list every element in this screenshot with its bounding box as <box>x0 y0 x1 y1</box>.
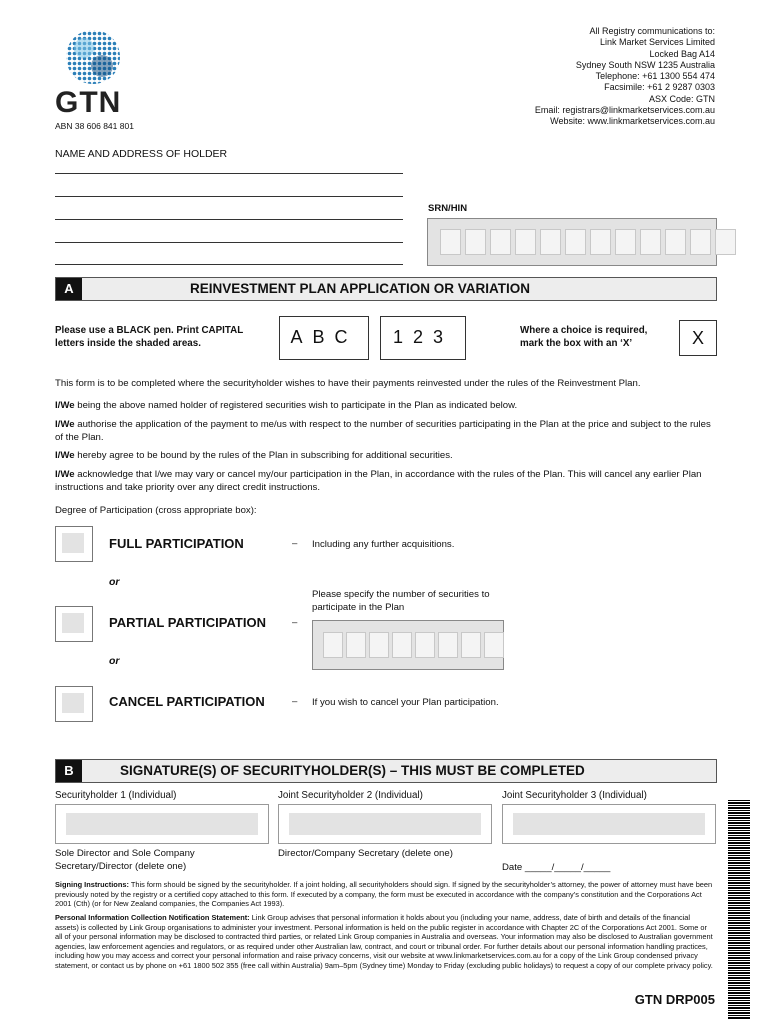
example-numbers-box: 123 <box>380 316 466 360</box>
pen-instruction: Please use a BLACK pen. Print CAPITAL letters inside the shaded areas. <box>55 325 243 349</box>
full-participation-dash: – <box>292 538 298 549</box>
registry-line: All Registry communications to: <box>589 26 715 36</box>
section-a-header <box>55 277 717 301</box>
date-field[interactable]: Date _____/_____/_____ <box>502 862 611 873</box>
partial-securities-input[interactable] <box>312 620 504 670</box>
holder-3-label: Joint Securityholder 3 (Individual) <box>502 790 647 801</box>
choice-instruction: Where a choice is required, mark the box with an ‘X’ <box>520 325 648 349</box>
section-b-title: SIGNATURE(S) OF SECURITYHOLDER(S) – THIS MUST BE COMPLETED <box>120 763 585 778</box>
form-code: GTN DRP005 <box>634 992 715 1007</box>
full-participation-label: FULL PARTICIPATION <box>109 536 244 551</box>
holder-address-label: NAME AND ADDRESS OF HOLDER <box>55 148 228 160</box>
holder-1-signature-box[interactable] <box>55 804 269 844</box>
address-line-4[interactable] <box>55 242 403 243</box>
registry-website[interactable]: Website: www.linkmarketservices.com.au <box>550 116 715 127</box>
signing-instructions-title: Signing Instructions: <box>55 880 129 889</box>
partial-participation-checkbox[interactable] <box>55 606 93 642</box>
statement-text: authorise the application of the payment to me/us with respect to the number of securities participating in the Plan at the price and subject to the rules of the Plan. <box>55 419 711 443</box>
logo-wordmark: GTN <box>55 86 122 119</box>
statement-lead: I/We <box>55 419 75 430</box>
registry-line: Locked Bag A14 <box>649 48 715 59</box>
section-b-letter: B <box>56 760 82 782</box>
privacy-statement-title: Personal Information Collection Notification Statement: <box>55 913 250 922</box>
signing-instructions <box>55 880 715 909</box>
statement-lead: I/We <box>55 469 75 480</box>
privacy-statement <box>55 913 715 971</box>
holder-1-role: Sole Director and Sole Company Secretary/Director (delete one) <box>55 848 195 872</box>
example-mark-box: X <box>679 320 717 356</box>
partial-participation-desc: Please specify the number of securities to participate in the Plan <box>312 589 490 613</box>
registry-line: Link Market Services Limited <box>599 37 715 48</box>
abn-number: ABN 38 606 841 801 <box>55 121 134 131</box>
statement-text: being the above named holder of registered securities wish to participate in the Plan as indicated below. <box>74 400 518 411</box>
statement-text: hereby agree to be bound by the rules of the Plan in subscribing for additional securities. <box>74 450 453 461</box>
address-line-5[interactable] <box>55 264 403 265</box>
statement-text: acknowledge that I/we may vary or cancel my/our participation in the Plan, in accordance with the rules of the Plan. This will cancel any earlier Plan instructions and take priority over any direct credit instructions. <box>55 469 702 493</box>
statement-3 <box>55 450 720 463</box>
company-logo <box>62 26 124 88</box>
holder-1-label: Securityholder 1 (Individual) <box>55 790 177 801</box>
srn-hin-input[interactable] <box>427 218 717 266</box>
registry-contact <box>455 26 715 128</box>
srn-hin-label: SRN/HIN <box>428 203 468 214</box>
full-participation-checkbox[interactable] <box>55 526 93 562</box>
address-line-3[interactable] <box>55 219 403 220</box>
holder-3-signature-box[interactable] <box>502 804 716 844</box>
privacy-statement-text: Link Group advises that personal information it holds about you (including your name, address, date of birth and details of the financial assets) is collected by Link Group organisations to administer your investment. Personal information is held on the public register in accordance with Chapter 2C of the Corporations Act 2001. Some or all of your personal information may be disclosed to contracted third parties, or related Link Group companies in Australia and overseas. Your information may also be disclosed to Australian government agencies, law enforcement agencies and regulators, or as required under other Australian law, contract, and court or tribunal order. For further details about our personal information handling practices, including how you may access and correct your personal information and raise privacy concerns, visit our website at www.linkmarketservices.com.au for a copy of the Link Group condensed privacy statement, or contact us by phone on +61 1800 502 355 (free call within Australia) 9am–5pm (Sydney time) Monday to Friday (excluding public holidays) to request a copy of our complete privacy policy. <box>55 913 713 970</box>
section-a-letter: A <box>56 278 82 300</box>
or-separator-1: or <box>109 576 120 588</box>
address-line-2[interactable] <box>55 196 403 197</box>
or-separator-2: or <box>109 655 120 667</box>
registry-line: ASX Code: GTN <box>648 93 715 104</box>
cancel-participation-checkbox[interactable] <box>55 686 93 722</box>
registry-line: Telephone: +61 1300 554 474 <box>595 71 715 82</box>
cancel-participation-dash: – <box>292 696 298 707</box>
section-a-title: REINVESTMENT PLAN APPLICATION OR VARIATION <box>190 281 531 296</box>
partial-participation-label: PARTIAL PARTICIPATION <box>109 615 266 630</box>
cancel-participation-label: CANCEL PARTICIPATION <box>109 694 265 709</box>
statement-lead: I/We <box>55 400 75 411</box>
statement-4 <box>55 469 720 494</box>
globe-icon <box>62 26 124 88</box>
partial-participation-dash: – <box>292 617 298 628</box>
holder-2-role: Director/Company Secretary (delete one) <box>278 848 453 859</box>
cancel-participation-desc: If you wish to cancel your Plan participation. <box>312 697 499 708</box>
signing-instructions-text: This form should be signed by the securityholder. If a joint holding, all securityholders should sign. If signed by the securityholder’s attorney, the power of attorney must have been previously noted by the registry or a certified copy attached to this form. If executed by a company, the form must be executed in accordance with the company’s constitution and the Corporations Act 2001 (Cth) (or for New Zealand companies, the Companies Act 1993). <box>55 880 713 909</box>
statement-lead: I/We <box>55 450 75 461</box>
statement-1 <box>55 400 720 413</box>
registry-line: Facsimile: +61 2 9287 0303 <box>604 82 715 93</box>
registry-email[interactable]: Email: registrars@linkmarketservices.com.au <box>534 105 715 116</box>
degree-label: Degree of Participation (cross appropriate box): <box>55 505 257 516</box>
address-line-1[interactable] <box>55 173 403 174</box>
holder-2-signature-box[interactable] <box>278 804 492 844</box>
intro-text: This form is to be completed where the securityholder wishes to have their payments reinvested under the rules of the Reinvestment Plan. <box>55 378 641 389</box>
holder-2-label: Joint Securityholder 2 (Individual) <box>278 790 423 801</box>
registry-line: Sydney South NSW 1235 Australia <box>575 59 715 70</box>
example-letters-box: ABC <box>279 316 369 360</box>
full-participation-desc: Including any further acquisitions. <box>312 539 455 550</box>
section-b-header <box>55 759 717 783</box>
statement-2 <box>55 419 720 444</box>
barcode <box>728 800 750 1020</box>
